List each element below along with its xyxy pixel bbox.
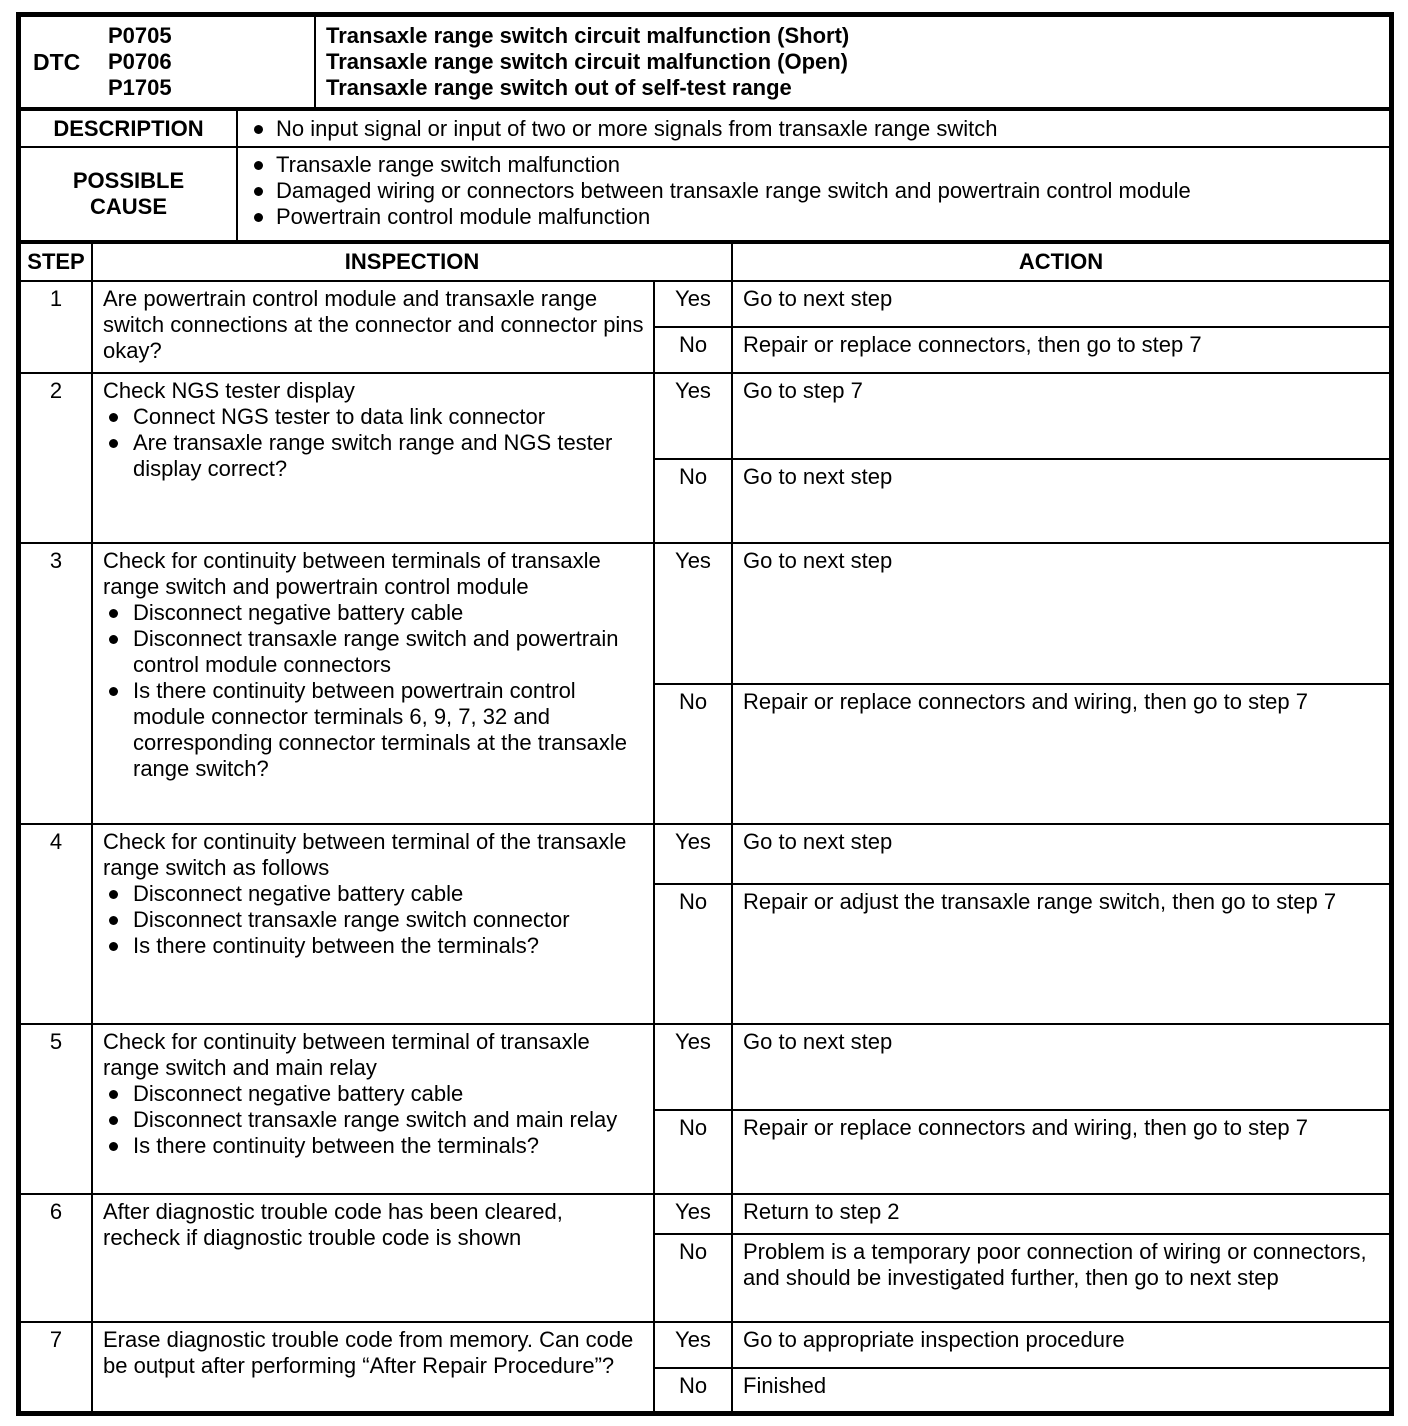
no-action: Repair or replace connectors and wiring, then go to step 7 (732, 684, 1390, 824)
summary-table (19, 109, 1391, 242)
inspection-text: Check for continuity between terminal of transaxle range switch and main relay (103, 1029, 590, 1080)
yes-label: Yes (654, 824, 732, 884)
step-number: 6 (20, 1194, 92, 1322)
yes-label: Yes (654, 1322, 732, 1368)
inspection-column-header: INSPECTION (92, 243, 732, 281)
step-number: 5 (20, 1024, 92, 1194)
yes-action: Go to appropriate inspection procedure (732, 1322, 1390, 1368)
no-action: Go to next step (732, 459, 1390, 543)
inspection-cell (92, 824, 654, 1024)
no-action: Finished (732, 1368, 1390, 1412)
inspection-text: Check for continuity between terminals of transaxle range switch and powertrain control module (103, 548, 601, 599)
no-action: Repair or replace connectors, then go to step 7 (732, 327, 1390, 373)
no-action: Repair or adjust the transaxle range switch, then go to step 7 (732, 884, 1390, 1024)
table-row (20, 281, 1390, 327)
no-label: No (654, 327, 732, 373)
dtc-title: Transaxle range switch out of self-test range (326, 75, 792, 100)
inspection-text: Are powertrain control module and transaxle range switch connections at the connector and connector pins okay? (103, 286, 644, 363)
step-number: 3 (20, 543, 92, 824)
table-row (20, 543, 1390, 684)
possible-cause-item: Damaged wiring or connectors between transaxle range switch and powertrain control module (248, 178, 1379, 204)
no-action: Problem is a temporary poor connection of wiring or connectors, and should be investigated further, then go to next step (732, 1234, 1390, 1322)
step-number: 2 (20, 373, 92, 543)
no-label: No (654, 884, 732, 1024)
inspection-cell (92, 1024, 654, 1194)
inspection-bullet: Is there continuity between the terminals? (103, 933, 645, 959)
inspection-bullet: Disconnect negative battery cable (103, 881, 645, 907)
inspection-text: After diagnostic trouble code has been cleared, recheck if diagnostic trouble code is shown (103, 1199, 563, 1250)
table-row (20, 373, 1390, 459)
table-row (20, 824, 1390, 884)
inspection-text: Erase diagnostic trouble code from memory. Can code be output after performing “After Repair Procedure”? (103, 1327, 634, 1378)
dtc-code: P0705 (108, 23, 172, 48)
inspection-text: Check for continuity between terminal of the transaxle range switch as follows (103, 829, 627, 880)
inspection-cell (92, 1194, 654, 1322)
inspection-bullet: Disconnect transaxle range switch and main relay (103, 1107, 645, 1133)
possible-cause-item: Transaxle range switch malfunction (248, 152, 1379, 178)
yes-action: Go to next step (732, 1024, 1390, 1110)
possible-cause-label-line: POSSIBLE (72, 168, 185, 193)
no-action: Repair or replace connectors and wiring, then go to step 7 (732, 1110, 1390, 1194)
no-label: No (654, 1234, 732, 1322)
yes-action: Go to next step (732, 824, 1390, 884)
step-number: 7 (20, 1322, 92, 1412)
action-column-header: ACTION (732, 243, 1390, 281)
possible-cause-label-line: CAUSE (89, 194, 167, 219)
description-label: DESCRIPTION (20, 110, 237, 147)
dtc-code: P0706 (108, 49, 172, 74)
table-row (20, 1194, 1390, 1234)
dtc-label: DTC (20, 16, 102, 108)
yes-label: Yes (654, 373, 732, 459)
inspection-bullet: Is there continuity between powertrain control module connector terminals 6, 9, 7, 32 and corresponding connector terminals at the transaxle range switch? (103, 678, 645, 782)
description-body (237, 110, 1390, 147)
step-column-header: STEP (20, 243, 92, 281)
no-label: No (654, 1110, 732, 1194)
possible-cause-label (20, 147, 237, 241)
dtc-titles (315, 16, 1390, 108)
dtc-codes (102, 16, 315, 108)
yes-action: Go to next step (732, 543, 1390, 684)
inspection-cell (92, 373, 654, 543)
possible-cause-body (237, 147, 1390, 241)
yes-action: Return to step 2 (732, 1194, 1390, 1234)
table-row (20, 1024, 1390, 1110)
yes-label: Yes (654, 281, 732, 327)
inspection-bullet: Are transaxle range switch range and NGS tester display correct? (103, 430, 645, 482)
inspection-bullet: Disconnect negative battery cable (103, 1081, 645, 1107)
yes-label: Yes (654, 1024, 732, 1110)
no-label: No (654, 1368, 732, 1412)
inspection-bullet: Disconnect transaxle range switch connector (103, 907, 645, 933)
no-label: No (654, 459, 732, 543)
steps-table (19, 242, 1391, 1413)
inspection-bullet: Disconnect transaxle range switch and powertrain control module connectors (103, 626, 645, 678)
no-label: No (654, 684, 732, 824)
table-row (20, 1322, 1390, 1368)
dtc-title: Transaxle range switch circuit malfunction (Open) (326, 49, 849, 74)
inspection-bullet: Is there continuity between the terminals? (103, 1133, 645, 1159)
dtc-code: P1705 (108, 75, 172, 100)
yes-action: Go to next step (732, 281, 1390, 327)
inspection-text: Check NGS tester display (103, 378, 355, 403)
dtc-header (19, 15, 1391, 109)
yes-action: Go to step 7 (732, 373, 1390, 459)
inspection-cell (92, 543, 654, 824)
dtc-inspection-sheet (16, 12, 1394, 1416)
yes-label: Yes (654, 1194, 732, 1234)
possible-cause-item: Powertrain control module malfunction (248, 204, 1379, 230)
step-number: 1 (20, 281, 92, 373)
description-item: No input signal or input of two or more signals from transaxle range switch (248, 116, 1379, 142)
inspection-cell (92, 1322, 654, 1412)
inspection-cell (92, 281, 654, 373)
inspection-bullet: Disconnect negative battery cable (103, 600, 645, 626)
step-number: 4 (20, 824, 92, 1024)
yes-label: Yes (654, 543, 732, 684)
inspection-bullet: Connect NGS tester to data link connector (103, 404, 645, 430)
dtc-title: Transaxle range switch circuit malfunction (Short) (326, 23, 850, 48)
